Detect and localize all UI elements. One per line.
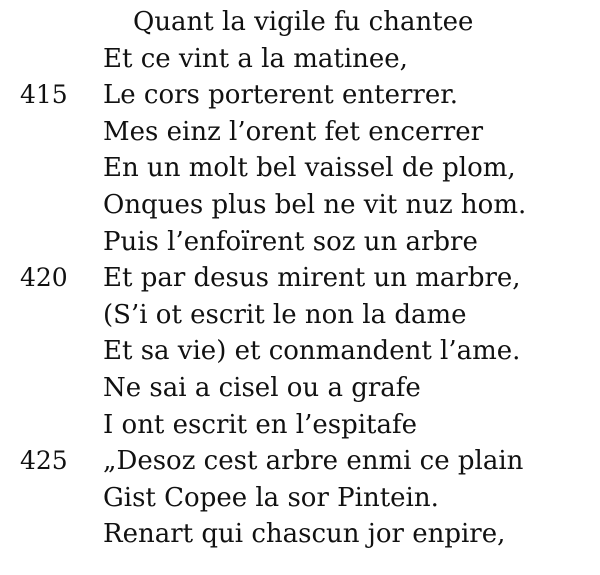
verse-line: [0, 4, 600, 41]
poem-text: [0, 4, 600, 553]
verse-text: Renart qui chascun jor enpire,: [103, 519, 506, 550]
verse-line: [0, 224, 600, 261]
verse-line: [0, 114, 600, 151]
verse-text: Gist Copee la sor Pintein.: [103, 482, 439, 513]
verse-line: [0, 480, 600, 517]
verse-line: [0, 77, 600, 114]
verse-line: [0, 187, 600, 224]
verse-line: [0, 297, 600, 334]
verse-line: [0, 333, 600, 370]
line-number: 420: [20, 263, 68, 293]
verse-text: Onques plus bel ne vit nuz hom.: [103, 189, 527, 220]
verse-text: „Desoz cest arbre enmi ce plain: [103, 446, 524, 477]
verse-line: [0, 443, 600, 480]
verse-text: Le cors porterent enterrer.: [103, 80, 459, 111]
verse-text: Et ce vint a la matinee,: [103, 43, 408, 74]
line-number: 425: [20, 446, 68, 476]
verse-text: Et par desus mirent un marbre,: [103, 263, 521, 294]
verse-line: [0, 150, 600, 187]
verse-line: [0, 516, 600, 553]
verse-text: I ont escrit en l’espitafe: [103, 409, 418, 440]
verse-text: Ne sai a cisel ou a grafe: [103, 372, 421, 403]
verse-text: Puis l’enfoïrent soz un arbre: [103, 226, 478, 257]
verse-text: En un molt bel vaissel de plom,: [103, 153, 516, 184]
line-number: 415: [20, 80, 68, 110]
verse-line: [0, 407, 600, 444]
verse-text: Mes einz l’orent fet encerrer: [103, 116, 484, 147]
verse-text: (S’i ot escrit le non la dame: [103, 299, 467, 330]
verse-line: [0, 260, 600, 297]
verse-line: [0, 41, 600, 78]
verse-text: Et sa vie) et conmandent l’ame.: [103, 336, 521, 367]
verse-text: Quant la vigile fu chantee: [133, 7, 474, 37]
verse-line: [0, 370, 600, 407]
